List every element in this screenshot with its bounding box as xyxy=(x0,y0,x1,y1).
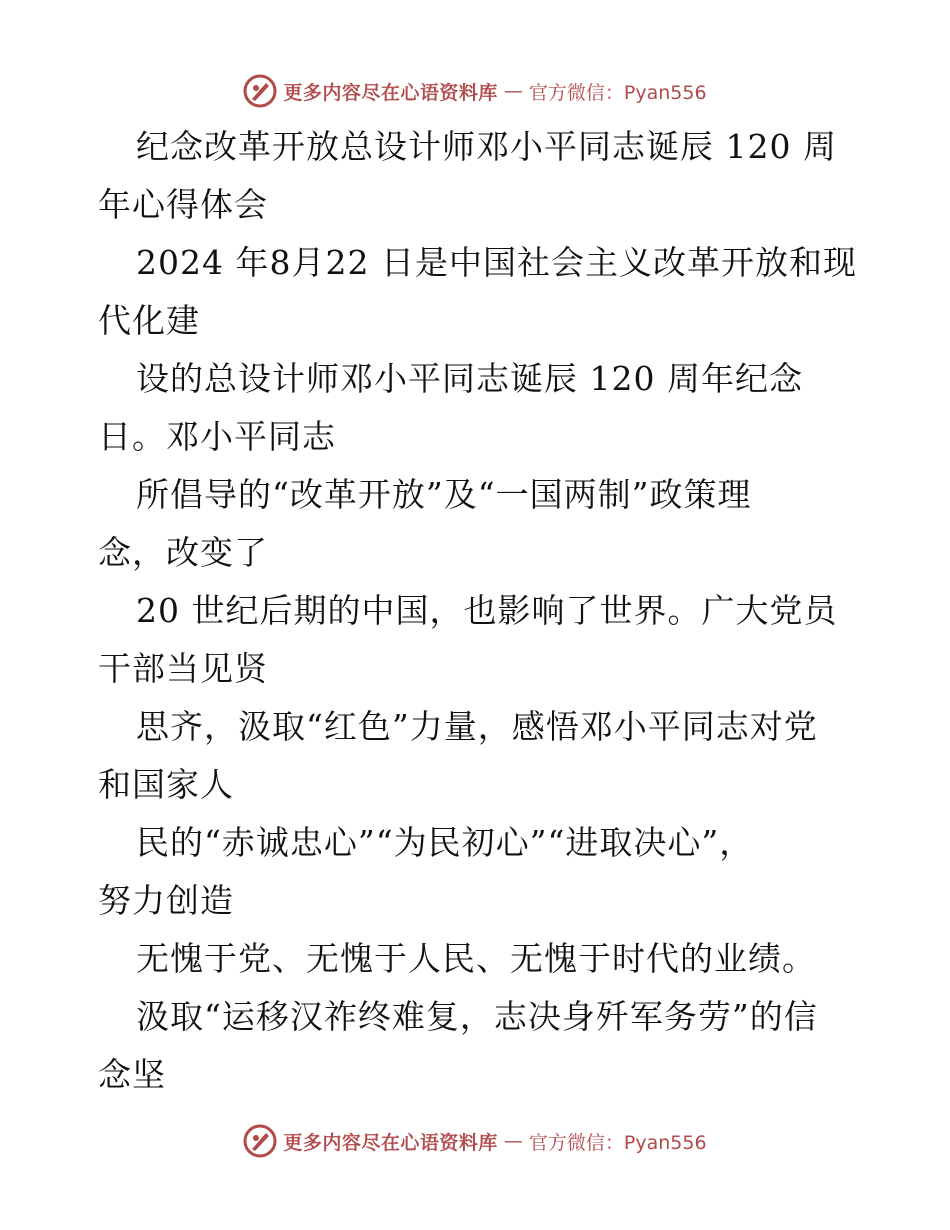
watermark-dash: — xyxy=(503,1130,523,1152)
body-line: 努力创造 xyxy=(98,881,234,920)
watermark-dash: — xyxy=(503,80,523,102)
logo-icon xyxy=(243,74,277,108)
document-body xyxy=(98,118,868,1104)
body-line: 代化建 xyxy=(98,301,200,340)
body-line: 思齐，汲取“红色”力量，感悟邓小平同志对党 xyxy=(136,707,818,746)
body-line: 年心得体会 xyxy=(98,185,268,224)
body-line: 汲取“运移汉祚终难复，志决身歼军务劳”的信 xyxy=(136,997,818,1036)
watermark-suffix: 官方微信：Pyan556 xyxy=(528,1131,707,1154)
body-line: 念坚 xyxy=(98,1055,166,1094)
body-line: 纪念改革开放总设计师邓小平同志诞辰 120 周 xyxy=(136,127,837,166)
watermark-suffix: 官方微信：Pyan556 xyxy=(528,81,707,104)
body-line: 民的“赤诚忠心”“为民初心”“进取决心”， xyxy=(136,823,754,862)
logo-icon xyxy=(243,1124,277,1158)
body-line: 无愧于党、无愧于人民、无愧于时代的业绩。 xyxy=(136,939,816,978)
body-line: 干部当见贤 xyxy=(98,649,268,688)
body-line: 2024 年8月22 日是中国社会主义改革开放和现 xyxy=(136,243,857,282)
watermark-text: 更多内容尽在心语资料库 xyxy=(283,1131,498,1154)
body-line: 设的总设计师邓小平同志诞辰 120 周年纪念 xyxy=(136,359,803,398)
body-line: 念，改变了 xyxy=(98,533,268,572)
body-line: 所倡导的“改革开放”及“一国两制”政策理 xyxy=(136,475,752,514)
body-line: 20 世纪后期的中国，也影响了世界。广大党员 xyxy=(136,591,838,630)
body-line: 日。邓小平同志 xyxy=(98,417,336,456)
watermark-text: 更多内容尽在心语资料库 xyxy=(283,81,498,104)
footer-watermark xyxy=(0,1121,950,1161)
header-watermark xyxy=(0,71,950,111)
body-line: 和国家人 xyxy=(98,765,234,804)
